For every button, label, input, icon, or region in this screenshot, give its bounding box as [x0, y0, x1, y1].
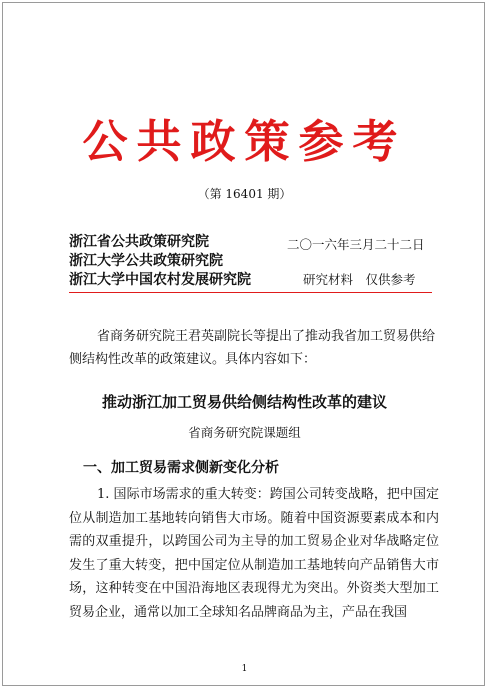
document-page — [2, 2, 485, 686]
issue-date: 二〇一六年三月二十二日 — [287, 237, 425, 252]
article-title: 推动浙江加工贸易供给侧结构性改革的建议 — [101, 393, 387, 411]
research-note: 研究材料 仅供参考 — [303, 272, 416, 287]
header-divider — [69, 292, 432, 293]
page-number: 1 — [241, 664, 248, 674]
intro-paragraph: 省商务研究院王君英副院长等提出了推动我省加工贸易供给侧结构性改革的政策建议。具体内容如下： — [69, 329, 436, 367]
body-paragraph: 1. 国际市场需求的重大转变：跨国公司转变战略，把中国定位从制造加工基地转向销售大市场。随着中国资源要素成本和内需的双重提升，以跨国公司为主导的加工贸易企业对华战略定位发生了重大转变，把中国定位从制造加工基地转向产品销售大市场，这种转变在中国沿海地区表现得尤为突出。外资类大型加工贸易企业，通常以加工全球知名品牌商品为主，产品在我国 — [69, 487, 439, 620]
org-line-3: 浙江大学中国农村发展研究院 — [69, 272, 251, 288]
org-line-2: 浙江大学公共政策研究院 — [69, 253, 223, 269]
org-line-1: 浙江省公共政策研究院 — [69, 234, 209, 250]
issue-number: （第 16401 期） — [197, 187, 292, 201]
article-author: 省商务研究院课题组 — [188, 425, 301, 440]
masthead-title: 公共政策参考 — [82, 115, 407, 168]
section-heading: 一、加工贸易需求侧新变化分析 — [83, 460, 279, 476]
